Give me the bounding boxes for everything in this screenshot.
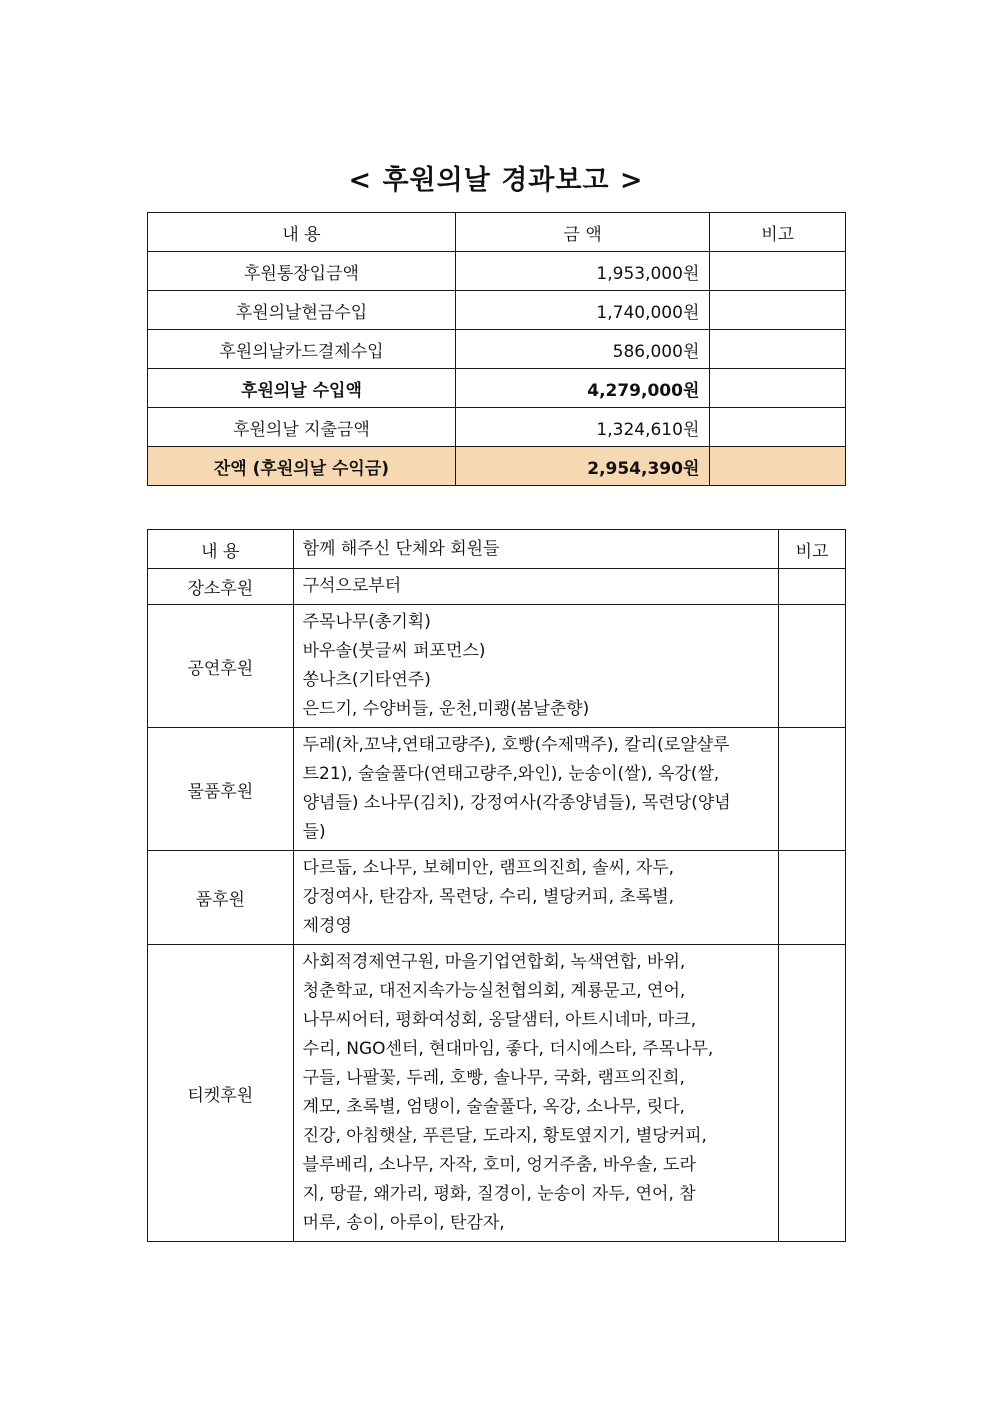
sponsor-category-cell: 품후원 <box>148 851 294 945</box>
sponsor-names-line: 머루, 송이, 아루이, 탄감자, <box>302 1213 505 1233</box>
summary-row <box>148 408 846 447</box>
summary-note-cell <box>710 291 846 330</box>
sponsors-header-row <box>148 530 846 569</box>
sponsors-row <box>148 605 846 728</box>
sponsor-note-cell <box>779 728 846 851</box>
sponsor-category-cell: 티켓후원 <box>148 945 294 1242</box>
sponsor-names-line: 제경영 <box>302 916 352 936</box>
sponsor-names-line: 구석으로부터 <box>302 576 402 596</box>
sponsor-names-line: 계모, 초록별, 엄탱이, 술술풀다, 옥강, 소나무, 릿다, <box>302 1097 685 1117</box>
summary-note-cell <box>710 330 846 369</box>
sponsor-names-cell <box>293 728 778 851</box>
summary-label-cell: 후원통장입금액 <box>148 252 456 291</box>
summary-amount-cell: 1,324,610원 <box>455 408 709 447</box>
sponsor-names-line: 구들, 나팔꽃, 두레, 호빵, 솔나무, 국화, 램프의진희, <box>302 1068 685 1088</box>
sponsor-names-line: 양념들) 소나무(김치), 강정여사(각종양념들), 목련당(양념 <box>302 793 731 813</box>
sponsor-category-cell: 공연후원 <box>148 605 294 728</box>
sponsor-names-line: 트21), 술술풀다(연태고량주,와인), 눈송이(쌀), 옥강(쌀, <box>302 764 720 784</box>
sponsor-note-cell <box>779 605 846 728</box>
sponsor-names-cell <box>293 605 778 728</box>
sponsors-header-cell: 함께 해주신 단체와 회원들 <box>293 530 778 569</box>
summary-header-cell: 금 액 <box>455 213 709 252</box>
summary-row <box>148 369 846 408</box>
summary-amount-cell: 1,953,000원 <box>455 252 709 291</box>
sponsor-names-line: 은드기, 수양버들, 운천,미쾡(봄날춘향) <box>302 699 590 719</box>
sponsor-note-cell <box>779 851 846 945</box>
sponsor-names-line: 수리, NGO센터, 현대마임, 좋다, 더시에스타, 주목나무, <box>302 1039 714 1059</box>
sponsor-names-cell <box>293 569 778 605</box>
sponsor-names-line: 강정여사, 탄감자, 목련당, 수리, 별당커피, 초록별, <box>302 887 675 907</box>
summary-row <box>148 330 846 369</box>
sponsor-names-line: 쏭나츠(기타연주) <box>302 670 431 690</box>
sponsor-names-cell <box>293 945 778 1242</box>
page-title: < 후원의날 경과보고 > <box>348 165 644 196</box>
sponsor-category-cell: 장소후원 <box>148 569 294 605</box>
sponsor-names-line: 나무씨어터, 평화여성회, 옹달샘터, 아트시네마, 마크, <box>302 1010 697 1030</box>
sponsor-category-cell: 물품후원 <box>148 728 294 851</box>
sponsor-note-cell <box>779 569 846 605</box>
summary-label-cell: 후원의날현금수입 <box>148 291 456 330</box>
sponsor-names-line: 지, 땅끝, 왜가리, 평화, 질경이, 눈송이 자두, 연어, 참 <box>302 1184 696 1204</box>
summary-amount-cell: 586,000원 <box>455 330 709 369</box>
summary-header-cell: 내 용 <box>148 213 456 252</box>
sponsor-names-line: 진강, 아침햇살, 푸른달, 도라지, 황토옆지기, 별당커피, <box>302 1126 707 1146</box>
sponsor-names-line: 바우솔(붓글씨 퍼포먼스) <box>302 641 486 661</box>
summary-note-cell <box>710 369 846 408</box>
summary-amount-cell: 4,279,000원 <box>455 369 709 408</box>
sponsor-names-line: 주목나무(총기획) <box>302 612 431 632</box>
summary-label-cell: 후원의날카드결제수입 <box>148 330 456 369</box>
summary-row <box>148 252 846 291</box>
summary-label-cell: 잔액 (후원의날 수익금) <box>148 447 456 486</box>
summary-header-cell: 비고 <box>710 213 846 252</box>
summary-note-cell <box>710 408 846 447</box>
summary-label-cell: 후원의날 지출금액 <box>148 408 456 447</box>
sponsor-note-cell <box>779 945 846 1242</box>
sponsor-names-line: 사회적경제연구원, 마을기업연합회, 녹색연합, 바위, <box>302 952 686 972</box>
sponsor-names-line: 두레(차,꼬냑,연태고량주), 호빵(수제맥주), 칼리(로얄샬루 <box>302 735 730 755</box>
summary-row <box>148 447 846 486</box>
sponsor-names-line: 들) <box>302 822 326 842</box>
sponsors-row <box>148 728 846 851</box>
sponsor-names-cell <box>293 851 778 945</box>
summary-row <box>148 291 846 330</box>
sponsor-names-line: 블루베리, 소나무, 자작, 호미, 엉거주춤, 바우솔, 도라 <box>302 1155 696 1175</box>
sponsor-names-line: 청춘학교, 대전지속가능실천협의회, 계룡문고, 연어, <box>302 981 686 1001</box>
sponsor-names-line: 다르둡, 소나무, 보헤미안, 램프의진희, 솔씨, 자두, <box>302 858 675 878</box>
summary-label-cell: 후원의날 수입액 <box>148 369 456 408</box>
summary-note-cell <box>710 252 846 291</box>
summary-table <box>147 212 846 486</box>
sponsors-row <box>148 851 846 945</box>
sponsors-table <box>147 529 846 1242</box>
sponsors-row <box>148 569 846 605</box>
summary-header-row <box>148 213 846 252</box>
sponsors-header-cell: 내 용 <box>148 530 294 569</box>
summary-amount-cell: 1,740,000원 <box>455 291 709 330</box>
summary-note-cell <box>710 447 846 486</box>
summary-amount-cell: 2,954,390원 <box>455 447 709 486</box>
sponsors-header-cell: 비고 <box>779 530 846 569</box>
sponsors-row <box>148 945 846 1242</box>
